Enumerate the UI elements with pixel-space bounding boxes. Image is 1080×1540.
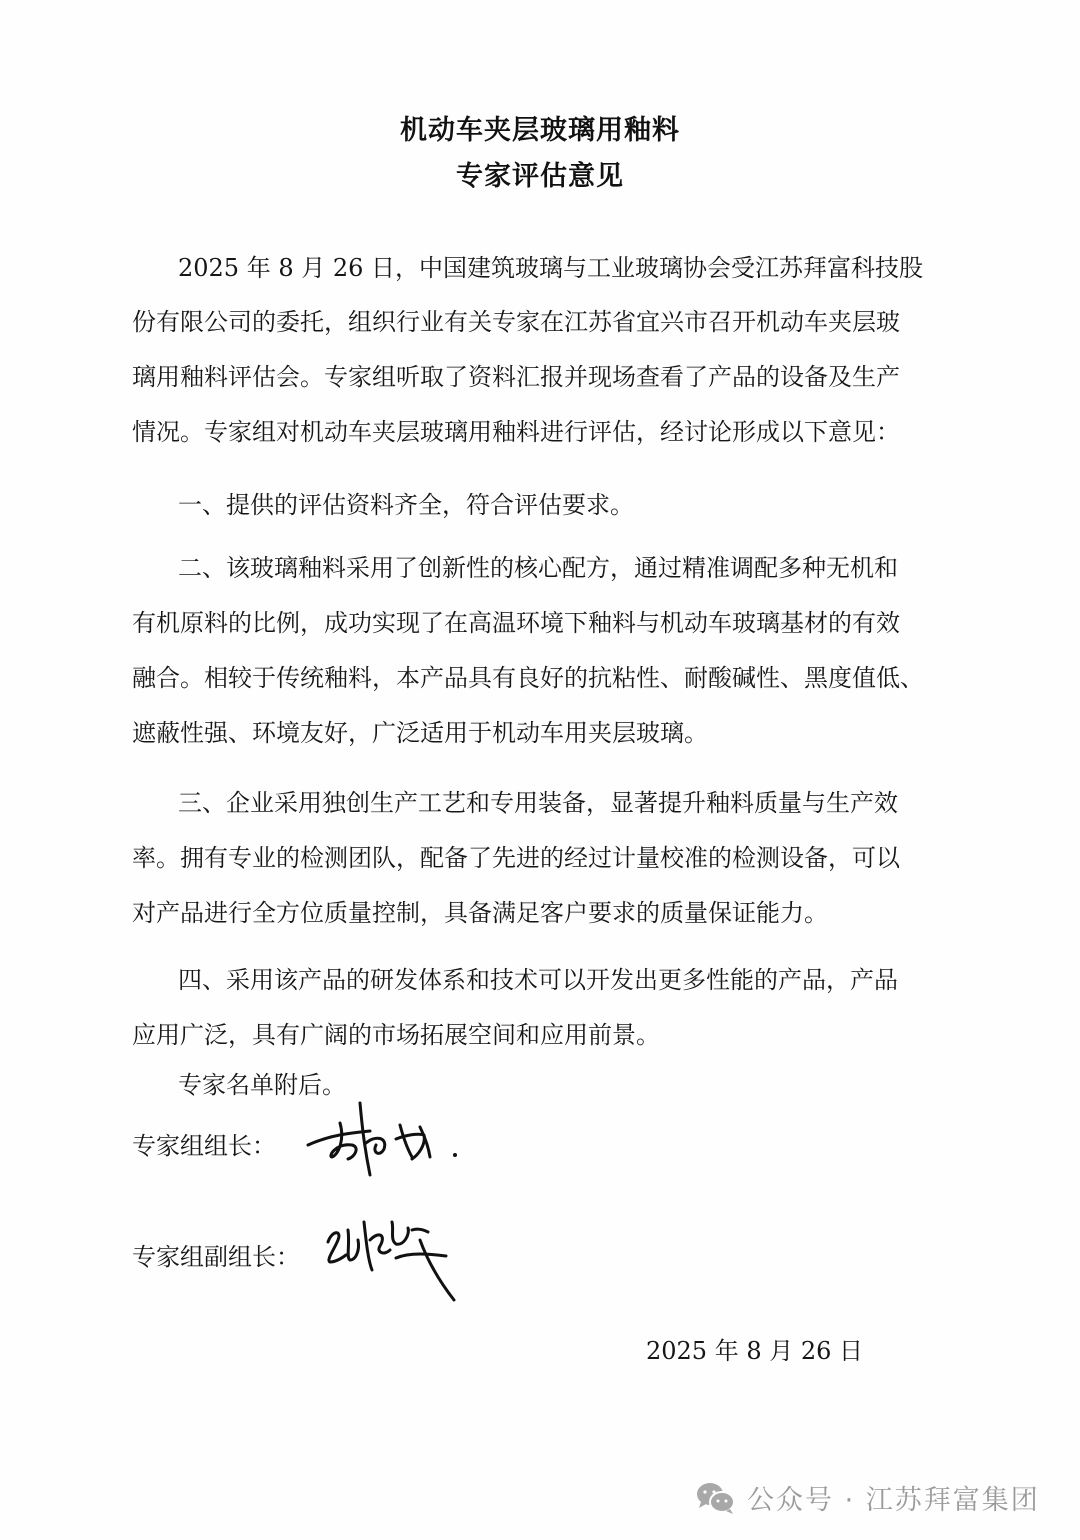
body-line: 融合。相较于传统釉料，本产品具有良好的抗粘性、耐酸碱性、黑度值低、: [132, 664, 924, 692]
deputy-label: 专家组副组长：: [132, 1243, 300, 1271]
body-line: 璃用釉料评估会。专家组听取了资料汇报并现场查看了产品的设备及生产: [132, 363, 900, 391]
body-line: 遮蔽性强、环境友好，广泛适用于机动车用夹层玻璃。: [132, 719, 708, 747]
body-line: 份有限公司的委托，组织行业有关专家在江苏省宜兴市召开机动车夹层玻: [132, 308, 900, 336]
watermark: [695, 1478, 1040, 1517]
deputy-signature: [320, 1200, 470, 1310]
opinion-2: 二、该玻璃釉料采用了创新性的核心配方，通过精准调配多种无机和: [178, 554, 898, 582]
opinion-1: 一、提供的评估资料齐全，符合评估要求。: [178, 491, 634, 519]
body-line: 2025 年 8 月 26 日，中国建筑玻璃与工业玻璃协会受江苏拜富科技股: [178, 254, 924, 282]
body-line: 有机原料的比例，成功实现了在高温环境下釉料与机动车玻璃基材的有效: [132, 609, 900, 637]
leader-label: 专家组组长：: [132, 1132, 276, 1160]
body-line: 应用广泛，具有广阔的市场拓展空间和应用前景。: [132, 1021, 660, 1049]
body-line: 对产品进行全方位质量控制，具备满足客户要求的质量保证能力。: [132, 899, 828, 927]
signing-date: 2025 年 8 月 26 日: [646, 1337, 864, 1365]
opinion-4: 四、采用该产品的研发体系和技术可以开发出更多性能的产品，产品: [178, 966, 898, 994]
leader-signature: [300, 1095, 470, 1185]
body-line: 率。拥有专业的检测团队，配备了先进的经过计量校准的检测设备，可以: [132, 844, 900, 872]
watermark-text: 公众号 · 江苏拜富集团: [747, 1485, 1040, 1516]
expert-list-note: 专家名单附后。: [178, 1071, 346, 1099]
document-title: 机动车夹层玻璃用釉料: [400, 115, 680, 146]
document-subtitle: 专家评估意见: [456, 161, 624, 192]
wechat-icon: [695, 1481, 737, 1515]
body-line: 情况。专家组对机动车夹层玻璃用釉料进行评估，经讨论形成以下意见：: [132, 418, 900, 446]
opinion-3: 三、企业采用独创生产工艺和专用装备，显著提升釉料质量与生产效: [178, 789, 898, 817]
